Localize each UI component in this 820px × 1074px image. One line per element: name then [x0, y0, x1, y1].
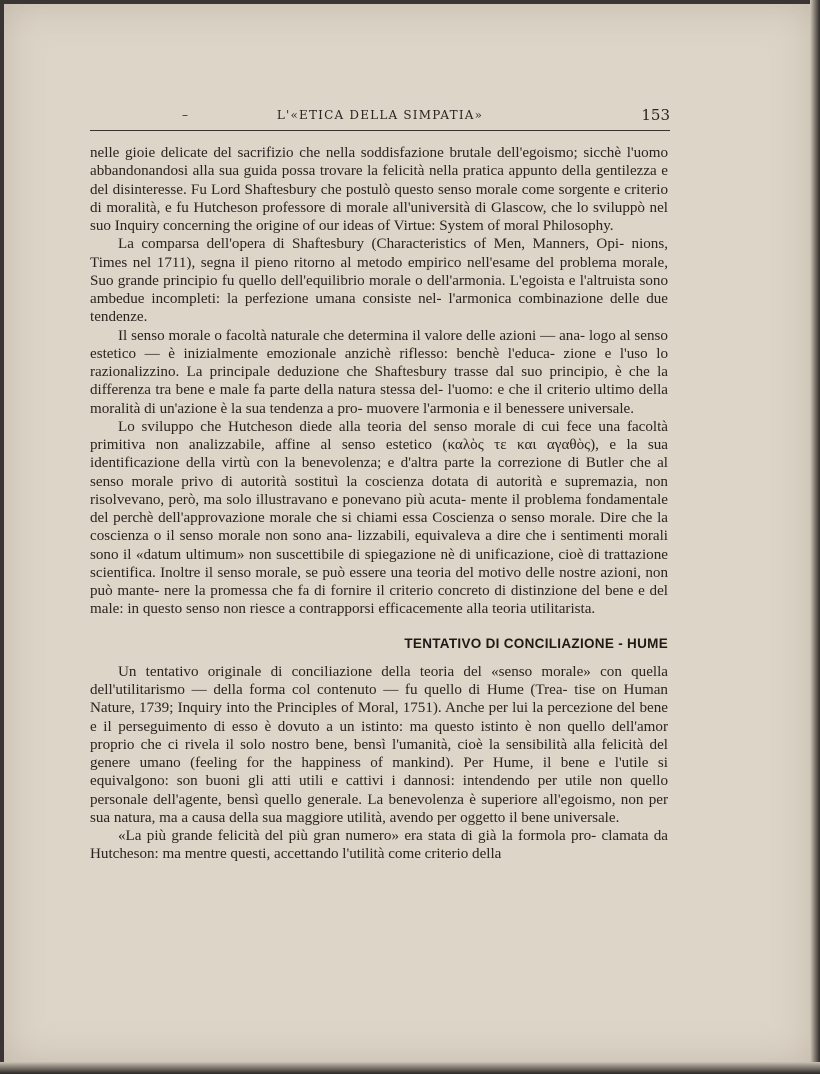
- text-line: zione e l'uso lo razionalizzino. La principale deduzione che Shaftesbury trasse dal: [90, 345, 668, 380]
- text-line: in questo senso non riesce a contrapporsi efficacemente alla teoria utilitarista.: [127, 601, 596, 618]
- page-number: 153: [641, 106, 670, 124]
- text-line: tise on Human Nature, 1739; Inquiry into the Principles of Moral, 1751). Anche: [90, 682, 668, 717]
- text-line: Lo sviluppo che Hutcheson diede alla teoria del senso morale di cui fece una: [118, 418, 621, 435]
- header-dash: –: [182, 108, 190, 122]
- text-line: lizzabili, equivaleva a dire che i sentimenti morali sono il «datum ultimum» non: [90, 528, 668, 563]
- body-text: [90, 144, 668, 864]
- text-line: all'università di Glascow, che lo sviluppò nel suo Inquiry concerning the origine: [90, 199, 668, 234]
- text-line: generale. La benevolenza è superiore all'egoismo, non per sua natura, ma a causa: [90, 791, 668, 826]
- paragraph: [90, 144, 668, 235]
- text-line: clamata da Hutcheson: ma mentre questi, accettando l'utilità come criterio della: [90, 828, 668, 863]
- text-line: logo al senso estetico — è inizialmente emozionale anzichè riflesso: benchè l'educa-: [90, 327, 668, 362]
- text-line: essa Coscienza o senso morale. Dire che la coscienza o il senso morale non sono ana-: [90, 510, 668, 545]
- paragraph: [90, 827, 668, 864]
- text-line: e supremazia, non risolvevano, però, ma solo illustravano e ponevano più acuta-: [90, 473, 668, 508]
- text-line: Il senso morale o facoltà naturale che determina il valore delle azioni — ana-: [118, 327, 586, 344]
- text-line: morale come sorgente e criterio di moralità, e fu Hutcheson professore di morale: [90, 181, 669, 216]
- text-line: muovere l'armonia e il benessere universale.: [366, 400, 634, 417]
- text-line: of our ideas of Virtue: System of moral Philosophy.: [302, 218, 614, 234]
- book-page: [4, 4, 812, 1064]
- paragraph: [90, 418, 668, 619]
- paragraphs-after: [90, 663, 668, 864]
- text-line: l'uomo: e che il criterio ultimo della moralità di un'azione è la sua tendenza a pro-: [90, 382, 669, 417]
- text-line: di Butler che al senso morale privo di autorità sostituì la coscienza dotata di autorità: [90, 455, 668, 490]
- running-header: [90, 108, 670, 128]
- running-title: L'«ETICA DELLA SIMPATIA»: [276, 108, 484, 122]
- text-line: l'uomo abbandonandosi alla sua guida possa trovare la felicità nella pratica appunto: [90, 145, 668, 180]
- text-line: mente il problema fondamentale del perchè dell'approvazione morale che si chiami: [90, 491, 668, 526]
- text-line: nere la promessa che fa di fornire il criterio concreto di distinzione del bene e del male:: [90, 583, 668, 618]
- header-rule: [90, 130, 670, 131]
- text-line: l'umanità, cioè la sensibilità alla felicità del genere umano (feeling for the happiness: [90, 736, 668, 771]
- text-line: questo istinto è non quello dell'amor proprio che ci rivela il solo nostro bene, bensì: [90, 718, 668, 753]
- text-line: of mankind). Per Hume, il bene e l'utile si equivalgono: son buoni gli atti utili e: [90, 755, 668, 790]
- text-line: l'armonica combinazione delle due tendenze.: [90, 291, 668, 326]
- section-title: TENTATIVO DI CONCILIAZIONE - HUME: [404, 635, 668, 651]
- paragraph: [90, 235, 668, 326]
- text-line: facoltà primitiva non analizzabile, affine al senso estetico (καλὸς τε και αγαθὸς),: [90, 418, 668, 453]
- text-line: «La più grande felicità del più gran numero» era stata di già la formola pro-: [118, 828, 597, 844]
- paragraphs-before: [90, 144, 668, 619]
- text-line: suscettibile di spiegazione nè di unificazione, cioè di trattazione scientifica. Inoltre il: [90, 546, 668, 581]
- text-line: della sua maggiore utilità, avendo per oggetto il bene universale.: [229, 809, 620, 826]
- paragraph: [90, 327, 668, 418]
- text-line: nions, Times nel 1711), segna il pieno ritorno al metodo empirico nell'esame del: [90, 236, 668, 271]
- paragraph: [90, 663, 668, 827]
- text-line: problema morale, Suo grande principio fu quello dell'equilibrio morale o dell'armonia.: [90, 254, 668, 289]
- page-edge-right: [810, 0, 820, 1074]
- text-line: della gentilezza e del disinteresse. Fu Lord Shaftesbury che postulò questo senso: [90, 163, 669, 198]
- text-line: cattivi i dannosi: intendendo per utile non quello personale dell'agente, bensì quello: [90, 773, 669, 808]
- text-line: senso morale, se può essere una teoria del motivo delle nostre azioni, non può mante-: [90, 564, 668, 599]
- text-line: e la sua identificazione della virtù con la benevolenza; e d'altra parte la correzione: [90, 437, 668, 472]
- text-line: La comparsa dell'opera di Shaftesbury (Characteristics of Men, Manners, Opi-: [118, 236, 625, 253]
- page-edge-bottom: [0, 1062, 820, 1074]
- text-line: Un tentativo originale di conciliazione della teoria del «senso morale» con: [118, 663, 622, 680]
- text-line: quella dell'utilitarismo — della forma col contenuto — fu quello di Hume (Trea-: [90, 663, 668, 698]
- text-line: per lui la percezione del bene e il perseguimento di esso è dovuto a un istinto: ma: [90, 700, 669, 735]
- text-line: suo principio, è che la differenza tra bene e male fa parte della natura stessa del-: [90, 364, 668, 399]
- text-line: nelle gioie delicate del sacrifizio che nella soddisfazione brutale dell'egoismo; sicchè: [90, 145, 622, 161]
- text-line: L'egoista e l'altruista sono ambedue incompleti: la perfezione umana consiste nel-: [90, 272, 669, 307]
